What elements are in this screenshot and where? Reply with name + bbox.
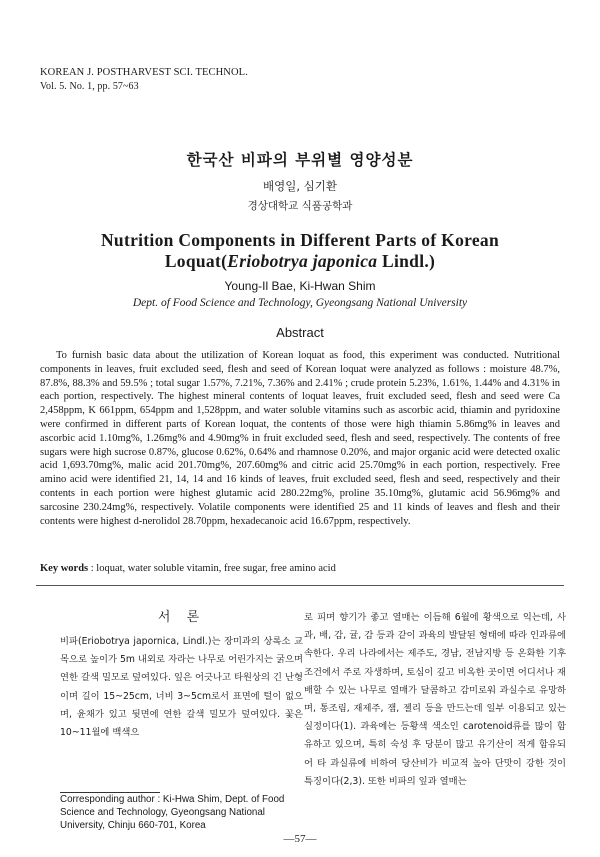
english-title-line2 bbox=[0, 251, 600, 272]
english-title-line1: Nutrition Components in Different Parts of Korean bbox=[100, 230, 500, 250]
introduction-left-text: 비파(Eriobotrya japornica, Lindl.)는 장미과의 상록소 교목으로 높이가 5m 내외로 자라는 나무로 어린가지는 굵으며 연한 갈색 밀모로 덮여있다. 잎은 어긋나고 타원상의 긴 난형이며 길이 15~25cm, 너비 3~5cm로서 표면에 털이 없으며, 윤채가 있고 뒷면에 연한 갈색 밀모가 덮여있다. 꽃은 10~11월에 백색으 bbox=[60, 636, 303, 739]
journal-volume: Vol. 5. No. 1, pp. 57~63 bbox=[40, 81, 139, 92]
section-divider bbox=[36, 585, 564, 586]
left-column bbox=[60, 606, 303, 742]
english-affiliation: Dept. of Food Science and Technology, Gyeongsang National University bbox=[132, 297, 468, 309]
keywords bbox=[40, 563, 560, 574]
corresponding-author-footnote: Corresponding author : Ki-Hwa Shim, Dept. of Food Science and Technology, Gyeongsang National University, Chinju 660-701, Korea bbox=[60, 794, 285, 832]
right-column bbox=[304, 609, 566, 791]
section-heading-introduction: 서 론 bbox=[157, 610, 206, 625]
english-title-prefix: Loquat( bbox=[164, 251, 228, 271]
korean-title: 한국산 비파의 부위별 영양성분 bbox=[186, 151, 414, 169]
journal-header bbox=[40, 66, 248, 94]
english-title bbox=[0, 230, 600, 272]
abstract-text: To furnish basic data about the utilization of Korean loquat as food, this experiment was conducted. Nutritional components in leaves, fruit excluded seed, flesh and seed of Korean loquat were analyzed as follows : moisture 48.7%, 87.8%, 88.3% and 59.5% ; total sugar 1.57%, 7.21%, 7.36% and 2.41% ; crude protein 5.23%, 1.61%, 1.44% and 4.31% in each portion, respectively. The highest mineral contents of loquat leaves, fruit excluded seed, flesh and seed were Ca 2,458ppm, K 661ppm, 654ppm and 1,528ppm, and water soluble vitamins such as ascorbic acid, thiamin and pyridoxine were confirmed in different parts of Korean loquat, the contents of those were high thiamin 5.86mg% in leaves and ascorbic acid 1.10mg%, 1.26mg% and 4.90mg% in fruit excluded seed, flesh and seed, respectively. The contents of free sugars were high sucrose 0.87%, glucose 0.62%, 0.64% and rhamnose 0.20%, and major organic acid were detected oxalic acid 1,693.70mg%, malic acid 201.70mg%, 207.60mg% and citric acid 25.70mg% in each portion, respectively. Free amino acid were identified 21, 14, 14 and 16 kinds of leaves, fruit excluded seed, flesh and seed, respectively and their contents in each portion were highest glutamic acid 280.22mg%, proline 35.10mg%, glutamic acid 56.96mg% and sarcosine 230.24mg%, respectively. Volatile components were identified 25 and 11 kinds of leaves and flesh and their contents were highest d-nerolidol 28.70ppm, hexadecanoic acid 16.67ppm, respectively. bbox=[40, 350, 560, 527]
english-title-suffix: Lindl.) bbox=[377, 251, 436, 271]
page-number: —57— bbox=[283, 833, 317, 845]
korean-authors: 배영일, 심기환 bbox=[263, 179, 337, 193]
english-authors: Young-Il Bae, Ki-Hwan Shim bbox=[224, 279, 376, 293]
species-name: Eriobotrya japonica bbox=[227, 251, 378, 271]
introduction-right-text: 로 피며 향기가 좋고 열매는 이듬해 6월에 황색으로 익는데, 사과, 배, 감, 귤, 감 등과 같이 과육의 발달된 형태에 따라 인과류에 속한다. 우리 나라에서는 제주도, 경남, 전남지방 등 온화한 기후 조건에서 주로 자생하며, 토심이 깊고 비옥한 곳이면 어디서나 재배할 수 있는 나무로 열매가 달콤하고 감미로워 과실수로 유망하며, 통조림, 재제주, 잼, 젤리 등을 만드는데 일부 이용되고 있는 실정이다(1). 과육에는 등황색 색소인 carotenoid류를 많이 함유하고 있으며, 특히 숙성 후 당분이 많고 유기산이 적게 함유되어 타 과실류에 비하여 당산비가 비교적 높아 단맛이 강한 것이 특징이다(2,3). 또한 비파의 잎과 열매는 bbox=[304, 612, 566, 787]
korean-affiliation: 경상대학교 식품공학과 bbox=[247, 200, 353, 212]
journal-name: KOREAN J. POSTHARVEST SCI. TECHNOL. bbox=[40, 67, 248, 78]
keywords-label: Key words bbox=[40, 563, 89, 574]
keywords-text: : loquat, water soluble vitamin, free sugar, free amino acid bbox=[88, 563, 336, 574]
abstract-heading: Abstract bbox=[276, 325, 324, 340]
